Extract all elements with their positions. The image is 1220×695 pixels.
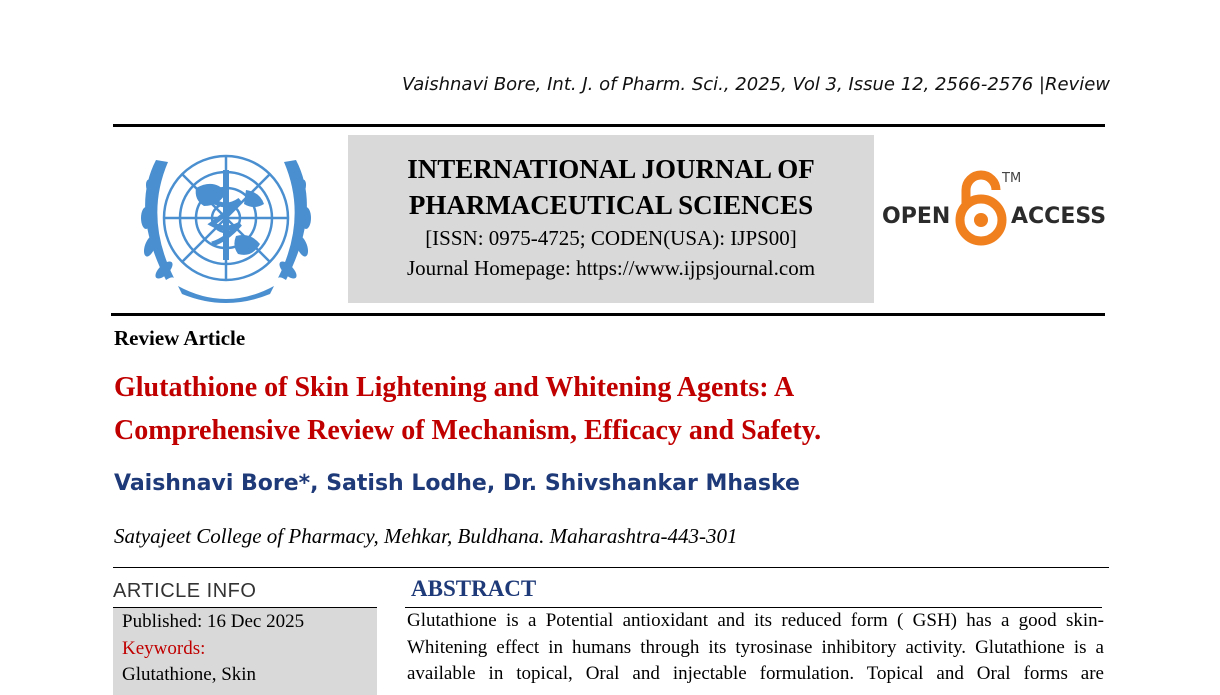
lock-keyhole-icon: [974, 213, 988, 227]
abstract-line: Glutathione is a Potential antioxidant and its reduced form ( GSH) has a good skin-: [407, 610, 1104, 631]
article-title-line1: Glutathione of Skin Lightening and Whitening Agents: A: [114, 372, 795, 403]
article-info-heading: ARTICLE INFO: [113, 580, 257, 602]
open-access-left-text: OPEN: [882, 204, 951, 229]
journal-homepage[interactable]: Journal Homepage: https://www.ijpsjournal.com: [406, 256, 816, 280]
citation-header: Vaishnavi Bore, Int. J. of Pharm. Sci., 2025, Vol 3, Issue 12, 2566-2576 |Review: [402, 74, 1110, 95]
journal-title-box: [348, 135, 874, 303]
published-date: Published: 16 Dec 2025: [122, 611, 305, 632]
open-access-logo: [878, 160, 1108, 252]
header-rule-top: [113, 124, 1105, 127]
journal-issn: [ISSN: 0975-4725; CODEN(USA): IJPS00]: [425, 226, 797, 250]
journal-title-line1: INTERNATIONAL JOURNAL OF: [407, 154, 815, 184]
section-divider: [113, 567, 1109, 568]
author-affiliation: Satyajeet College of Pharmacy, Mehkar, Buldhana. Maharashtra-443-301: [114, 524, 738, 548]
keywords-value: Glutathione, Skin: [122, 664, 257, 685]
open-lock-icon: [960, 175, 1002, 241]
journal-title: [348, 151, 874, 223]
open-access-right-text: ACCESS: [1011, 204, 1107, 229]
article-info-box: [113, 608, 377, 695]
keywords-label: Keywords:: [122, 638, 206, 659]
trademark-text: TM: [1002, 171, 1022, 186]
abstract-text: [407, 608, 1104, 695]
article-authors: Vaishnavi Bore*, Satish Lodhe, Dr. Shivshankar Mhaske: [114, 471, 800, 496]
journal-emblem-logo: [126, 140, 326, 304]
abstract-line: Whitening effect in humans through its tyrosinase inhibitory activity. Glutathione is a: [407, 636, 1104, 658]
article-title: [114, 366, 1014, 452]
header-rule-bottom: [111, 313, 1105, 316]
article-type: Review Article: [114, 326, 246, 350]
abstract-heading: ABSTRACT: [411, 576, 537, 601]
abstract-line: available in topical, Oral and injectable formulation. Topical and Oral forms are: [407, 663, 1104, 684]
journal-title-line2: PHARMACEUTICAL SCIENCES: [408, 190, 814, 220]
article-title-line2: Comprehensive Review of Mechanism, Efficacy and Safety.: [114, 415, 822, 446]
